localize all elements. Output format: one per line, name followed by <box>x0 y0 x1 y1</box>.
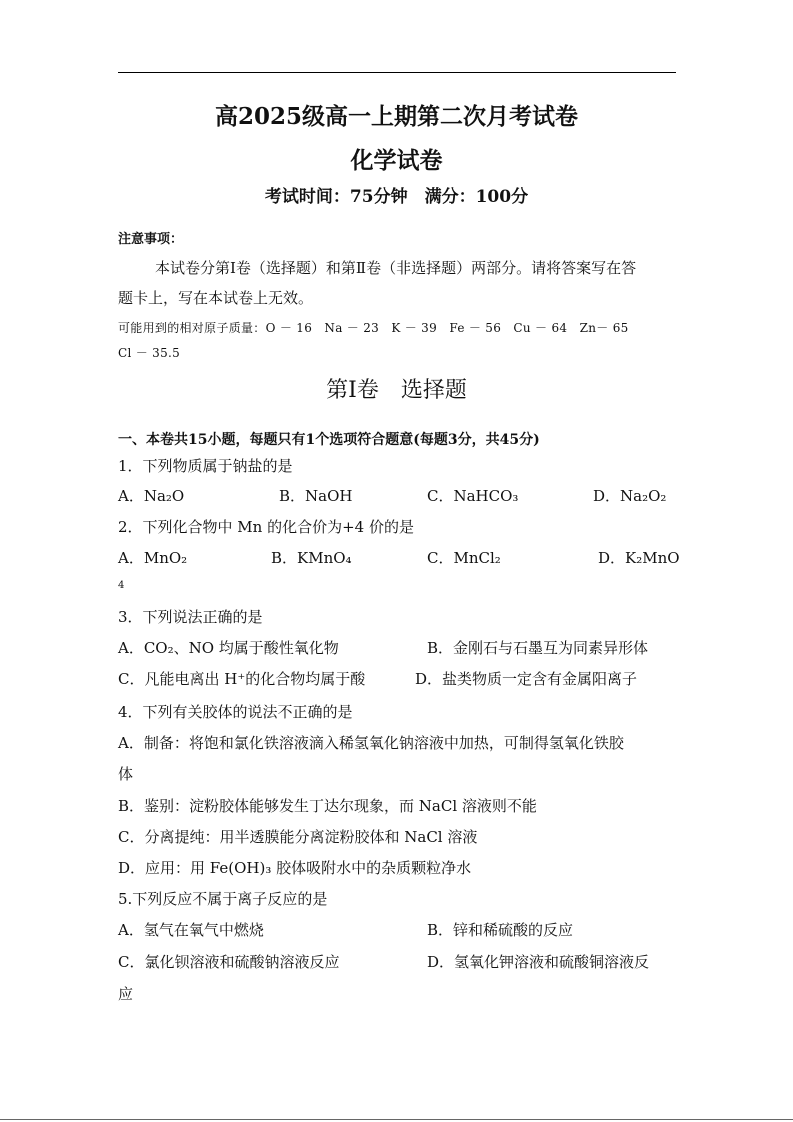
notes-line-1: 本试卷分第Ⅰ卷（选择题）和第Ⅱ卷（非选择题）两部分。请将答案写在答 <box>155 259 637 277</box>
option-b: B．KMnO₄ <box>271 549 352 567</box>
option-c: C．分离提纯：用半透膜能分离淀粉胶体和 NaCl 溶液 <box>118 828 478 846</box>
option-a: A．CO₂、NO 均属于酸性氧化物 <box>118 639 339 657</box>
question-stem: 3．下列说法正确的是 <box>118 608 263 626</box>
option-a: A．MnO₂ <box>118 549 188 567</box>
option-d: D．氢氧化钾溶液和硫酸铜溶液反 <box>427 953 650 971</box>
notes-line-2: 题卡上，写在本试卷上无效。 <box>118 289 314 307</box>
question-stem: 1．下列物质属于钠盐的是 <box>118 457 293 475</box>
option-b: B．NaOH <box>279 487 353 505</box>
option-a: A．Na₂O <box>118 487 185 505</box>
atomic-masses-line-2: Cl － 35.5 <box>118 346 181 360</box>
option-d: D．应用：用 Fe(OH)₃ 胶体吸附水中的杂质颗粒净水 <box>118 859 472 877</box>
section-title: 第Ⅰ卷 选择题 <box>326 378 467 403</box>
question-stem: 4．下列有关胶体的说法不正确的是 <box>118 703 353 721</box>
option-d-wrap: 应 <box>118 985 134 1003</box>
option-a: A．制备：将饱和氯化铁溶液滴入稀氢氧化钠溶液中加热，可制得氢氧化铁胶 <box>118 734 624 752</box>
subject-title: 化学试卷 <box>350 147 443 174</box>
section-instruction: 一、本卷共15小题，每题只有1个选项符合题意(每题3分，共45分) <box>118 432 540 448</box>
exam-info: 考试时间：75分钟 满分：100分 <box>264 187 529 207</box>
option-c: C．NaHCO₃ <box>427 487 519 505</box>
option-d: D．Na₂O₂ <box>593 487 667 505</box>
option-c: C．凡能电离出 H⁺的化合物均属于酸 <box>118 670 366 688</box>
notes-heading: 注意事项： <box>118 232 184 247</box>
atomic-masses-line-1: 可能用到的相对原子质量：O － 16 Na － 23 K － 39 Fe － 56 Cu － 64 Zn－ 65 <box>118 321 629 335</box>
top-rule <box>118 72 676 73</box>
page-title: 高2025级高一上期第二次月考试卷 <box>214 103 578 130</box>
option-b: B．锌和稀硫酸的反应 <box>427 921 574 939</box>
page-bottom-edge <box>0 1119 793 1120</box>
question-stem: 2．下列化合物中 Mn 的化合价为+4 价的是 <box>118 518 414 536</box>
option-d: D．K₂MnO <box>598 549 680 567</box>
option-a: A．氢气在氧气中燃烧 <box>118 921 264 939</box>
option-d-wrap: 4 <box>118 580 125 591</box>
option-c: C．MnCl₂ <box>427 549 501 567</box>
option-c: C．氯化钡溶液和硫酸钠溶液反应 <box>118 953 340 971</box>
question-stem: 5.下列反应不属于离子反应的是 <box>118 890 328 908</box>
option-a-wrap: 体 <box>118 765 134 783</box>
option-b: B．鉴别：淀粉胶体能够发生丁达尔现象，而 NaCl 溶液则不能 <box>118 797 537 815</box>
option-d: D．盐类物质一定含有金属阳离子 <box>415 670 638 688</box>
option-b: B．金刚石与石墨互为同素异形体 <box>427 639 649 657</box>
